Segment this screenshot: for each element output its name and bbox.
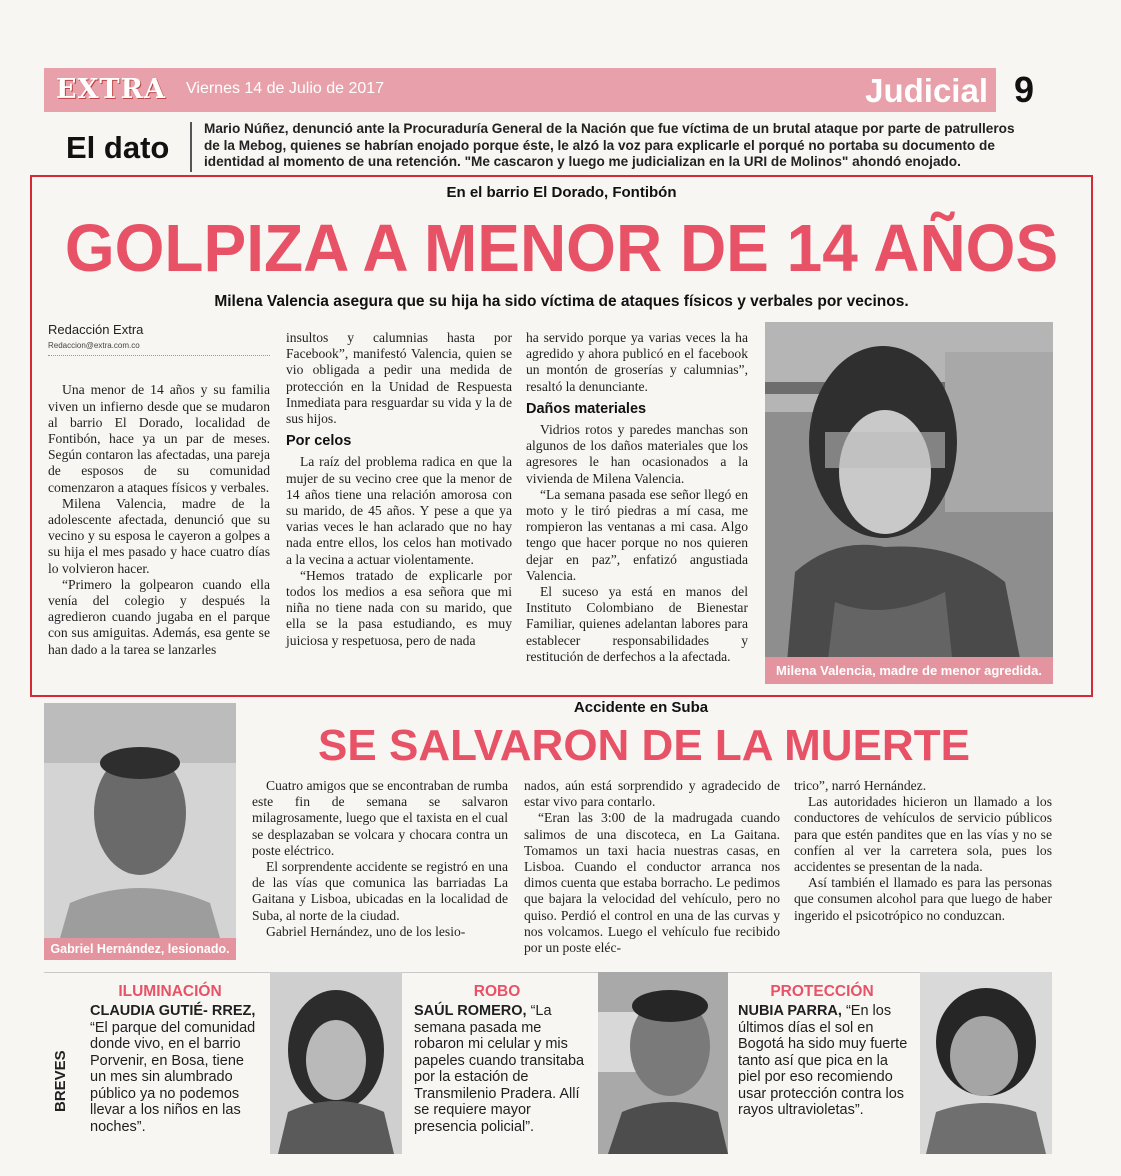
- portrait-image: [765, 322, 1053, 684]
- paragraph: “Primero la golpearon cuando ella venía del colegio y después la agredieron cuando jugaba en el parque con sus amiguitas. Además, esa gente se han dado a la tarea se lanzarles: [48, 576, 270, 657]
- paragraph: Vidrios rotos y paredes manchas son algunos de los daños materiales que los agresores le han ocasionados a la vivienda de Milena Valencia.: [526, 422, 748, 486]
- dato-text: Mario Núñez, denunció ante la Procuraduría General de la Nación que fue víctima de un brutal ataque por parte de patrulleros de la Mebog, quienes se habrían enojado porque éste, le alzó la voz para explicarle el porqué no portaba su documento de identidad al momento de una retención. "Me cascaron y luego me judicializan en la URI de Molinos" ahondó enojado.: [204, 121, 1015, 169]
- page-number: 9: [996, 68, 1052, 112]
- breve-quote: “La semana pasada me robaron mi celular y mis papeles cuando transitaba por la estación de Transmilenio Pradera. Allí se requiere mayor presencia policial”.: [414, 1003, 585, 1135]
- paragraph: “Eran las 3:00 de la madrugada cuando salimos de una discoteca, en La Gaitana. Tomamos un taxi hacia nuestras casas, en Lisboa. Cuando el conductor arranca nos dimos cuenta que estaba borracho. Le pedimos que bajara la velocidad del vehículo, pero no quiso. Perdió el control en una de las curvas y nos volcamos. Luego el vehículo fue recibido por un poste eléc-: [524, 810, 780, 956]
- portrait-image: [44, 703, 236, 959]
- portrait-image: [598, 972, 728, 1154]
- masthead: [44, 68, 1052, 112]
- portrait-image: [920, 972, 1052, 1154]
- paragraph: ha servido porque ya varias veces la ha agredido y ahora publicó en el facebook un montón de groserías y calumnias”, resaltó la denunciante.: [526, 330, 748, 394]
- dato-divider: [190, 122, 192, 172]
- paragraph: nados, aún está sorprendido y agradecido de estar vivo para contarlo.: [524, 778, 780, 810]
- issue-date: Viernes 14 de Julio de 2017: [186, 80, 385, 97]
- breve-category-proteccion: PROTECCIÓN: [770, 983, 874, 1000]
- story1-kicker: En el barrio El Dorado, Fontibón: [446, 184, 677, 201]
- story2-kicker: Accidente en Suba: [573, 699, 709, 716]
- portrait-image: [270, 972, 402, 1154]
- breve-quote: “El parque del comunidad donde vivo, en el barrio Porvenir, en Bosa, tiene un mes sin alumbrado público ya no podemos llevar a los niños en las noches”.: [90, 1019, 256, 1135]
- breves-label: BREVES: [52, 1050, 69, 1112]
- gabriel-hernandez-photo: [44, 703, 236, 959]
- paragraph: Las autoridades hicieron un llamado a los conductores de vehículos de servicio públicos para que estén pandites que en las vías y no se confíen al ver la carretera sola, pues los accidentes se presentan de la nada.: [794, 794, 1052, 875]
- story1-headline: GOLPIZA A MENOR DE 14 AÑOS: [64, 210, 1059, 286]
- paragraph: insultos y calumnias hasta por Facebook”, manifestó Valencia, quien se vio obligada a pedir una medida de protección en la Unidad de Respuesta Inmediata para resguardar su vida y la de sus hijos.: [286, 330, 512, 427]
- story2-column-1: [252, 778, 508, 940]
- subhead-danos-materiales: Daños materiales: [526, 400, 647, 417]
- subhead-por-celos: Por celos: [286, 433, 352, 450]
- paragraph: Cuatro amigos que se encontraban de rumba este fin de semana se salvaron milagrosamente, luego que el taxista en el cual se desplazaban se volcara y chocara contra un poste eléctrico.: [252, 778, 508, 858]
- story2-headline: SE SALVARON DE LA MUERTE: [318, 721, 970, 770]
- paragraph: La raíz del problema radica en que la mujer de su vecino cree que la menor de 14 años tiene una relación amorosa con su marido, de 45 años. Y pese a que ya varias veces le han aclarado que no hay nada entre ellos, los celos han motivado a la vecina a actuar violentamente.: [286, 454, 512, 567]
- photo-caption: Gabriel Hernández, lesionado.: [44, 938, 236, 960]
- story2-column-2: [524, 778, 780, 956]
- paragraph: Una menor de 14 años y su familia viven un infierno desde que se mudaron al barrio El Dorado, localidad de Fontibón, hace ya un par de meses. Según contaron las afectadas, una pareja de esposos de su comunidad comenzaron a ataques físicos y verbales.: [48, 382, 270, 495]
- story1-column-2: [286, 330, 512, 649]
- breve-name: NUBIA PARRA,: [738, 1003, 842, 1019]
- claudia-gutierrez-photo: [270, 972, 402, 1154]
- story1-deck: Milena Valencia asegura que su hija ha sido víctima de ataques físicos y verbales por vecinos.: [214, 293, 909, 310]
- milena-valencia-photo: [765, 322, 1053, 684]
- breve-category-iluminacion: ILUMINACIÓN: [118, 983, 222, 1000]
- nubia-parra-photo: [920, 972, 1052, 1154]
- brand-logo: EXTRA: [56, 74, 167, 105]
- breve-text-claudia: [90, 1003, 258, 1135]
- breve-quote: “En los últimos días el sol en Bogotá ha sido muy fuerte tanto así que pica en la piel por eso recomiendo usar protección contra los rayos ultravioletas”.: [738, 1003, 908, 1118]
- breve-text-nubia: [738, 1003, 908, 1119]
- story1-column-3: [526, 330, 748, 665]
- paragraph: trico”, narró Hernández.: [794, 778, 927, 793]
- paragraph: “La semana pasada ese señor llegó en moto y le tiró piedras a mí casa, me rompieron las ventanas a mi casa. Algo tengo que hacer porque no nos quieren dejar en paz”, enfatizó angustiada Valencia.: [526, 486, 748, 583]
- paragraph: Así también el llamado es para las personas que consumen alcohol para que luego de haber ingerido el psicotrópico no conduzcan.: [794, 875, 1052, 923]
- breve-name: SAÚL ROMERO,: [414, 1003, 527, 1019]
- paragraph: Milena Valencia, madre de la adolescente afectada, denunció que su vecino y su esposa le cayeron a golpes a su hija el mes pasado y hace cuatro días lo volvieron hacer.: [48, 495, 270, 576]
- section-title: Judicial: [865, 72, 988, 109]
- paragraph: El suceso ya está en manos del Instituto Colombiano de Bienestar Familiar, quienes adelantan labores para establecer responsabilidades y restitución de derfechos a la afectada.: [526, 584, 748, 664]
- story1-column-1: [48, 322, 270, 658]
- byline-email: Redaccion@extra.com.co: [48, 338, 270, 356]
- paragraph: “Hemos tratado de explicarle por todos los medios a esa señora que mi niña no tiene nada con su marido, que ella se la pasa estudiando, es muy juiciosa y respetuosa, pero de nada: [286, 567, 512, 648]
- dato-label: El dato: [66, 130, 170, 165]
- paragraph: El sorprendente accidente se registró en una de las vías que comunica las barriadas La Gaitana y Lisboa, ubicadas en la localidad de Suba, al norte de la ciudad.: [252, 859, 508, 923]
- byline: Redacción Extra: [48, 322, 144, 337]
- paragraph: Gabriel Hernández, uno de los lesio-: [266, 923, 466, 939]
- saul-romero-photo: [598, 972, 728, 1154]
- breve-text-saul: [414, 1003, 586, 1135]
- breve-name: CLAUDIA GUTIÉ- RREZ,: [90, 1003, 256, 1019]
- photo-caption: Milena Valencia, madre de menor agredida.: [765, 657, 1053, 684]
- story2-column-3: [794, 778, 1052, 924]
- breve-category-robo: ROBO: [473, 983, 521, 1000]
